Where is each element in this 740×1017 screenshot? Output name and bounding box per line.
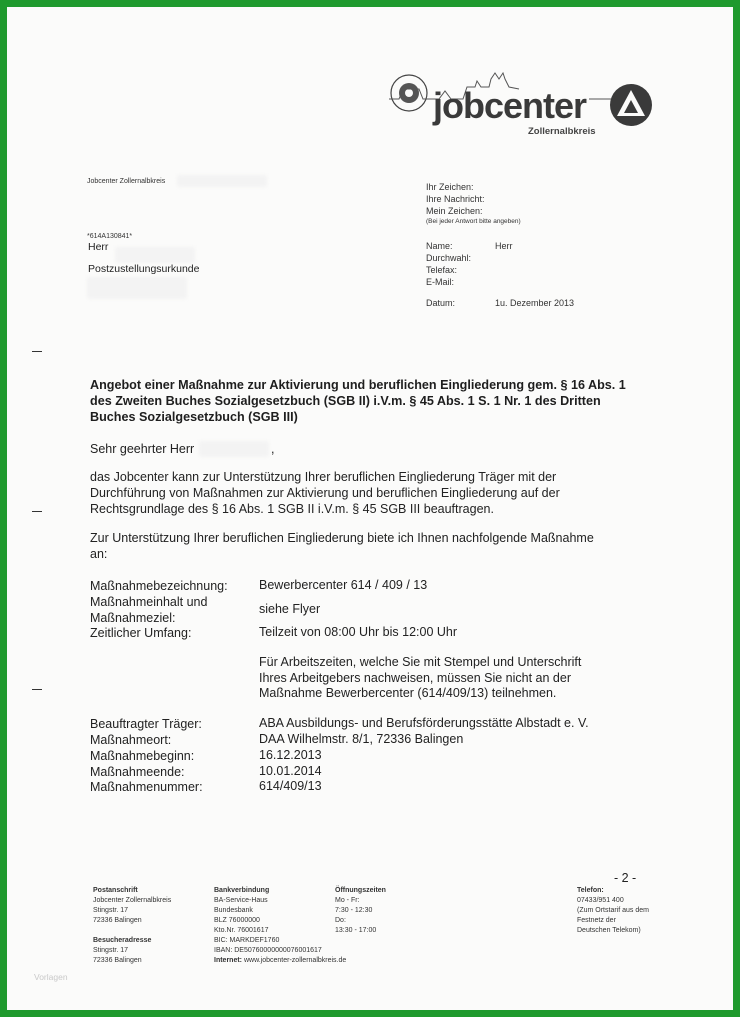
- footer-visit-line: 72336 Balingen: [93, 957, 142, 964]
- ref-datum-label: Datum:: [426, 298, 456, 308]
- detail-traeger-label: Beauftragter Träger:: [90, 717, 202, 731]
- footer-phone-line: Festnetz der: [577, 917, 616, 924]
- jobcenter-a-icon: [605, 83, 657, 127]
- note-line-1: Für Arbeitszeiten, welche Sie mit Stempel und Unterschrift: [259, 655, 582, 669]
- ref-hint: (Bei jeder Antwort bitte angeben): [426, 218, 521, 225]
- detail-nummer-value: 614/409/13: [259, 779, 322, 793]
- jobcenter-logo: [379, 59, 669, 139]
- logo-wordmark: jobcenter: [433, 85, 587, 126]
- paragraph-2-line-1: Zur Unterstützung Ihrer beruflichen Eingliederung biete ich Ihnen nachfolgende Maßnahme: [90, 531, 594, 545]
- detail-bezeichnung-value: Bewerbercenter 614 / 409 / 13: [259, 578, 428, 592]
- ref-telefax: Telefax:: [426, 265, 458, 275]
- detail-ende-label: Maßnahmeende:: [90, 765, 185, 779]
- footer-internet-link[interactable]: www.jobcenter-zollernalbkreis.de: [243, 957, 347, 964]
- letter-page: [7, 7, 733, 1010]
- paragraph-1-line-1: das Jobcenter kann zur Unterstützung Ihrer beruflichen Eingliederung Träger mit der: [90, 470, 557, 484]
- detail-umfang-label: Zeitlicher Umfang:: [90, 626, 192, 640]
- detail-ort-value: DAA Wilhelmstr. 8/1, 72336 Balingen: [259, 732, 464, 746]
- footer-hours: [335, 886, 386, 936]
- fold-mark: [32, 351, 42, 352]
- ref-datum-value: 1u. Dezember 2013: [495, 298, 575, 308]
- footer-bank-line: IBAN: DE50760000000076001617: [214, 947, 322, 954]
- footer-hours-line: 7:30 - 12:30: [335, 907, 373, 914]
- footer-post-line: Jobcenter Zollernalbkreis: [93, 897, 172, 904]
- redaction: [199, 441, 269, 457]
- footer-visit-head: Besucheradresse: [93, 937, 152, 944]
- page-number: - 2 -: [614, 871, 637, 885]
- redaction: [177, 175, 267, 187]
- fold-mark: [32, 689, 42, 690]
- paragraph-2-line-2: an:: [90, 547, 108, 561]
- footer-post-line: Stingstr. 17: [93, 907, 129, 914]
- ref-name-value: Herr: [495, 241, 513, 251]
- redaction: [87, 277, 187, 299]
- note-line-2: Ihres Arbeitgebers nachweisen, müssen Sie nicht an der: [259, 671, 571, 685]
- detail-inhalt-value: siehe Flyer: [259, 602, 321, 616]
- ref-durchwahl: Durchwahl:: [426, 253, 472, 263]
- recipient-salutation: Herr: [88, 241, 109, 253]
- footer-hours-line: 13:30 - 17:00: [335, 927, 377, 934]
- footer-phone-line: 07433/951 400: [577, 897, 624, 904]
- footer-bank-line: BIC: MARKDEF1760: [214, 937, 280, 944]
- recipient-ref: *614A130841*: [87, 233, 133, 240]
- subject-line-2: des Zweiten Buches Sozialgesetzbuch (SGB II) i.V.m. § 45 Abs. 1 S. 1 Nr. 1 des Dritten: [90, 394, 601, 408]
- detail-nummer-label: Maßnahmenummer:: [90, 780, 203, 794]
- footer-internet-label: Internet:: [214, 957, 242, 964]
- ref-name-label: Name:: [426, 241, 453, 251]
- footer-phone-head: Telefon:: [577, 887, 604, 894]
- detail-umfang-value: Teilzeit von 08:00 Uhr bis 12:00 Uhr: [259, 625, 458, 639]
- subject-line-3: Buches Sozialgesetzbuch (SGB III): [90, 410, 298, 424]
- footer-post-line: 72336 Balingen: [93, 917, 142, 924]
- footer-postanschrift: [93, 886, 171, 966]
- footer-hours-head: Öffnungszeiten: [335, 887, 386, 894]
- footer-internet: [214, 956, 346, 966]
- footer-hours-line: Mo - Fr:: [335, 897, 360, 904]
- paragraph-1-line-2: Durchführung von Maßnahmen zur Aktivierung und beruflichen Eingliederung auf der: [90, 486, 560, 500]
- ref-mein-zeichen: Mein Zeichen:: [426, 206, 483, 216]
- footer-hours-line: Do:: [335, 917, 346, 924]
- detail-inhalt-label-1: Maßnahmeinhalt und: [90, 595, 208, 609]
- recipient-delivery: Postzustellungsurkunde: [88, 263, 200, 275]
- greeting: Sehr geehrter Herr: [90, 442, 195, 456]
- footer-phone-line: (Zum Ortstarif aus dem: [577, 907, 649, 914]
- footer-bank-line: Bundesbank: [214, 907, 253, 914]
- detail-ort-label: Maßnahmeort:: [90, 733, 172, 747]
- watermark: Vorlagen: [34, 972, 68, 982]
- ref-ihre-nachricht: Ihre Nachricht:: [426, 194, 485, 204]
- detail-traeger-value: ABA Ausbildungs- und Berufsförderungsstätte Albstadt e. V.: [259, 716, 589, 730]
- sender-line: Jobcenter Zollernalbkreis: [87, 178, 166, 185]
- detail-beginn-value: 16.12.2013: [259, 748, 322, 762]
- greeting-comma: ,: [271, 442, 275, 456]
- note-line-3: Maßnahme Bewerbercenter (614/409/13) teilnehmen.: [259, 686, 557, 700]
- ref-ihr-zeichen: Ihr Zeichen:: [426, 182, 474, 192]
- fold-mark: [32, 511, 42, 512]
- footer-bank: [214, 886, 346, 966]
- footer-visit-line: Stingstr. 17: [93, 947, 129, 954]
- footer-bank-line: BA-Service-Haus: [214, 897, 268, 904]
- detail-ende-value: 10.01.2014: [259, 764, 322, 778]
- ref-email: E-Mail:: [426, 277, 455, 287]
- footer-post-head: Postanschrift: [93, 887, 138, 894]
- logo-region: Zollernalbkreis: [528, 126, 596, 137]
- footer-phone-line: Deutschen Telekom): [577, 927, 641, 934]
- footer-bank-head: Bankverbindung: [214, 887, 270, 894]
- detail-beginn-label: Maßnahmebeginn:: [90, 749, 195, 763]
- subject-line-1: Angebot einer Maßnahme zur Aktivierung und beruflichen Eingliederung gem. § 16 Abs. 1: [90, 378, 626, 392]
- footer-phone: [577, 886, 649, 936]
- footer-bank-line: BLZ 76000000: [214, 917, 260, 924]
- footer-bank-line: Kto.Nr. 76001617: [214, 927, 269, 934]
- detail-inhalt-label-2: Maßnahmeziel:: [90, 611, 176, 625]
- paragraph-1-line-3: Rechtsgrundlage des § 16 Abs. 1 SGB II i.V.m. § 45 SGB III beauftragen.: [90, 502, 494, 516]
- detail-bezeichnung-label: Maßnahmebezeichnung:: [90, 579, 228, 593]
